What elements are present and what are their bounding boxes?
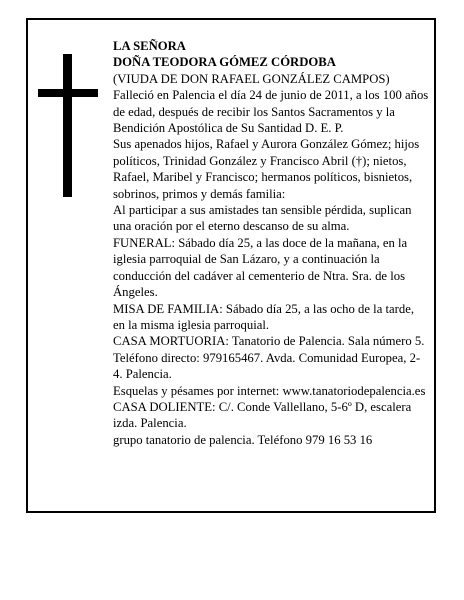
death-paragraph: Falleció en Palencia el día 24 de junio de 2011, a los 100 años de edad, después de recibir los Santos Sacramentos y la Bendición Apostólica de Su Santidad D. E. P. bbox=[113, 88, 429, 136]
cross-vertical-bar bbox=[63, 54, 72, 197]
deceased-name: DOÑA TEODORA GÓMEZ CÓRDOBA bbox=[113, 55, 336, 70]
funeral-paragraph: FUNERAL: Sábado día 25, a las doce de la mañana, en la iglesia parroquial de San Lázaro, y a continuación la conducción del cadáver al cementerio de Ntra. Sra. de los Ángeles. bbox=[113, 235, 408, 300]
latin-cross-icon bbox=[38, 54, 98, 197]
prayer-paragraph: Al participar a sus amistades tan sensible pérdida, suplican una oración por el eterno descanso de su alma. bbox=[113, 203, 412, 234]
widow-line: (VIUDA DE DON RAFAEL GONZÁLEZ CAMPOS) bbox=[113, 71, 390, 86]
mass-paragraph: MISA DE FAMILIA: Sábado día 25, a las ocho de la tarde, en la misma iglesia parroquial. bbox=[113, 301, 415, 332]
internet-paragraph: Esquelas y pésames por internet: www.tanatoriodepalencia.es bbox=[113, 383, 426, 398]
cross-horizontal-bar bbox=[38, 89, 98, 97]
family-paragraph: Sus apenados hijos, Rafael y Aurora González Gómez; hijos políticos, Trinidad González y Francisco Abril (†); nietos, Rafael, Maribel y Francisco; hermanos políticos, bisnietos, sobrinos, primos y demás familia: bbox=[113, 137, 420, 201]
obituary-text bbox=[113, 38, 429, 448]
home-paragraph: CASA DOLIENTE: C/. Conde Vallellano, 5-6º D, escalera izda. Palencia. bbox=[113, 399, 412, 431]
mortuary-paragraph: CASA MORTUORIA: Tanatorio de Palencia. Sala número 5. Teléfono directo: 979165467. Avda. Comunidad Europea, 2-4. Palencia. bbox=[113, 334, 425, 382]
company-paragraph: grupo tanatorio de palencia. Teléfono 979 16 53 16 bbox=[113, 432, 373, 447]
title-line: LA SEÑORA bbox=[113, 39, 186, 53]
